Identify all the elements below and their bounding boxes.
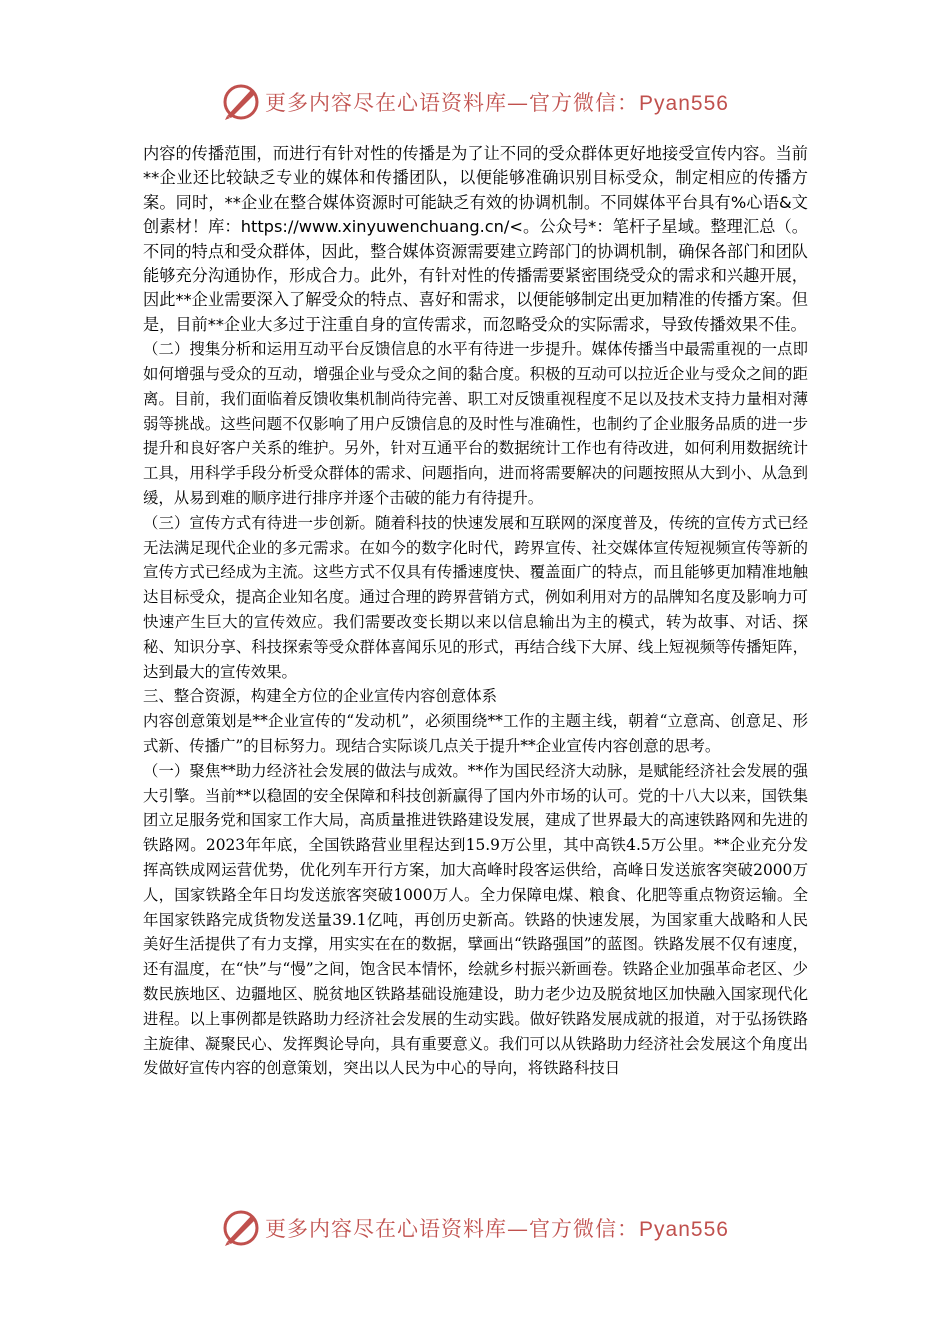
banner-wechat-id: Pyan556 xyxy=(639,92,729,115)
paragraph-creative-intro: 内容创意策划是**企业宣传的“发动机”，必须围绕**工作的主题主线，朝着“立意高、创意足、形式新、传播广”的目标努力。现结合实际谈几点关于提升**企业宣传内容创意的思考。 xyxy=(143,712,808,755)
section-heading: 三、整合资源，构建全方位的企业宣传内容创意体系 xyxy=(143,687,497,706)
pen-logo-icon xyxy=(221,82,261,122)
pen-logo-icon xyxy=(221,1208,261,1248)
header-banner xyxy=(0,79,950,125)
banner-title: 更多内容尽在心语资料库—官方微信： xyxy=(265,1217,640,1241)
paragraph-intro: 内容的传播范围，而进行有针对性的传播是为了让不同的受众群体更好地接受宣传内容。当前**企业还比较缺乏专业的媒体和传播团队，以便能够准确识别目标受众，制定相应的传播方案。同时，**企业在整合媒体资源时可能缺乏有效的协调机制。不同媒体平台具有%心语&文创素材！库：https://www.xinyuwenchuang.cn/<。公众号*：笔杆子星域。整理汇总（。不同的特点和受众群体，因此，整合媒体资源需要建立跨部门的协调机制，确保各部门和团队能够充分沟通协作，形成合力。此外，有针对性的传播需要紧密围绕受众的需求和兴趣开展，因此**企业需要深入了解受众的特点、喜好和需求，以便能够制定出更加精准的传播方案。但是，目前**企业大多过于注重自身的宣传需求，而忽略受众的实际需求，导致传播效果不佳。 xyxy=(143,144,808,334)
paragraph-section-3: （三）宣传方式有待进一步创新。随着科技的快速发展和互联网的深度普及，传统的宣传方式已经无法满足现代企业的多元需求。在如今的数字化时代，跨界宣传、社交媒体宣传短视频宣传等新的宣传方式已经成为主流。这些方式不仅具有传播速度快、覆盖面广的特点，而且能够更加精准地触达目标受众，提高企业知名度。通过合理的跨界营销方式，例如利用对方的品牌知名度及影响力可快速产生巨大的宣传效应。我们需要改变长期以来以信息输出为主的模式，转为故事、对话、探秘、知识分享、科技探索等受众群体喜闻乐见的形式，再结合线下大屏、线上短视频等传播矩阵，达到最大的宣传效果。 xyxy=(143,513,808,681)
paragraph-section-2: （二）搜集分析和运用互动平台反馈信息的水平有待进一步提升。媒体传播当中最需重视的一点即如何增强与受众的互动，增强企业与受众之间的黏合度。积极的互动可以拉近企业与受众之间的距离。目前，我们面临着反馈收集机制尚待完善、职工对反馈重视程度不足以及技术支持力量相对薄弱等挑战。这些问题不仅影响了用户反馈信息的及时性与准确性，也制约了企业服务品质的进一步提升和良好客户关系的维护。另外，针对互通平台的数据统计工作也有待改进，如何利用数据统计工具，用科学手段分析受众群体的需求、问题指向，进而将需要解决的问题按照从大到小、从急到缓，从易到难的顺序进行排序并逐个击破的能力有待提升。 xyxy=(143,340,808,508)
banner-title: 更多内容尽在心语资料库—官方微信： xyxy=(265,91,640,115)
document-body xyxy=(143,142,808,1081)
paragraph-focus: （一）聚焦**助力经济社会发展的做法与成效。**作为国民经济大动脉，是赋能经济社会发展的强大引擎。当前**以稳固的安全保障和科技创新赢得了国内外市场的认可。党的十八大以来，国铁集团立足服务党和国家工作大局，高质量推进铁路建设发展，建成了世界最大的高速铁路网和先进的铁路网。2023年年底，全国铁路营业里程达到15.9万公里，其中高铁4.5万公里。**企业充分发挥高铁成网运营优势，优化列车开行方案，加大高峰时段客运供给，高峰日发送旅客突破2000万人，国家铁路全年日均发送旅客突破1000万人。全力保障电煤、粮食、化肥等重点物资运输。全年国家铁路完成货物发送量39.1亿吨，再创历史新高。铁路的快速发展，为国家重大战略和人民美好生活提供了有力支撑，用实实在在的数据，擘画出“铁路强国”的蓝图。铁路发展不仅有速度，还有温度，在“快”与“慢”之间，饱含民本情怀，绘就乡村振兴新画卷。铁路企业加强革命老区、少数民族地区、边疆地区、脱贫地区铁路基础设施建设，助力老少边及脱贫地区加快融入国家现代化进程。以上事例都是铁路助力经济社会发展的生动实践。做好铁路发展成就的报道，对于弘扬铁路主旋律、凝聚民心、发挥舆论导向，具有重要意义。我们可以从铁路助力经济社会发展这个角度出发做好宣传内容的创意策划，突出以人民为中心的导向，将铁路科技日 xyxy=(143,761,808,1078)
footer-banner xyxy=(0,1205,950,1251)
banner-wechat-id: Pyan556 xyxy=(639,1218,729,1241)
